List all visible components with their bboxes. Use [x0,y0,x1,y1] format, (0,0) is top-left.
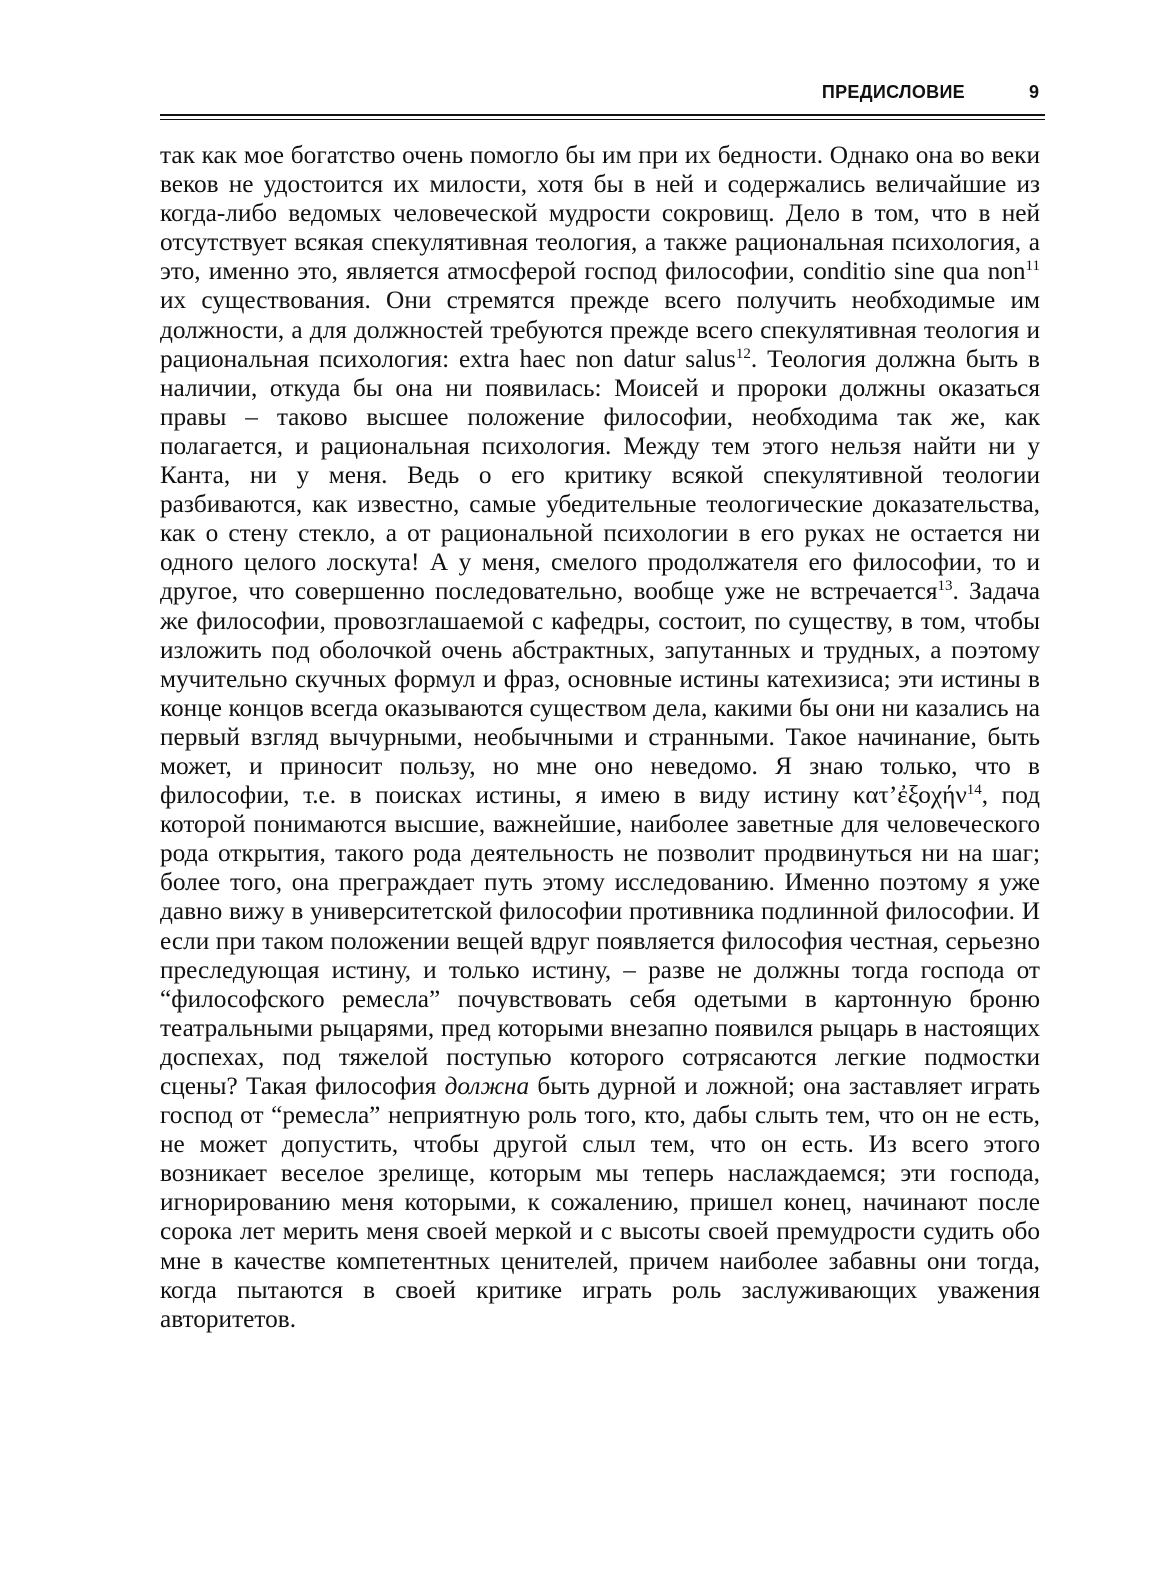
text-segment: их существования. Они стремятся прежде всего получить необходимые им должности, а для должностей требуются прежде всего спекулятивная теология и рациональная психология: extra haec non datur salus [160,286,1040,373]
footnote-ref-11: 11 [1025,258,1040,275]
text-segment: , под которой понимаются высшие, важнейшие, наиболее заветные для человеческого рода открытия, такого рода деятельность не позволит продвинуться ни на шаг; более того, она преграждает путь этому исследованию. Именно поэтому я уже давно вижу в университетской философии противника подлинной философии. И если при таком положении вещей вдруг появляется философия честная, серьезно преследующая истину, и только истину, – разве не должны тогда господа от “философского ремесла” почувствовать себя одетыми в картонную броню театральными рыцарями, пред которыми внезапно появился рыцарь в настоящих доспехах, под тяжелой поступью которого сотрясаются легкие подмостки сцены? Такая философия [160,781,1041,1100]
text-segment: так как мое богатство очень помогло бы им при их бедности. Однако она во веки веков не удостоится их милости, хотя бы в ней и содержались величайшие из когда-либо ведомых человеческой мудрости сокровищ. Дело в том, что в ней отсутствует всякая спекулятивная теология, а также рациональная психология, а это, именно это, является атмосферой господ философии, conditio sine qua non [160,141,1040,286]
footnote-ref-14: 14 [966,782,982,799]
footnote-ref-12: 12 [735,345,751,362]
running-title: ПРЕДИСЛОВИЕ [821,82,965,102]
header-rule-thin [160,119,1045,120]
running-head [160,82,1045,112]
text-segment: . Задача же философии, провозглашаемой с кафедры, состоит, по существу, в том, чтобы изложить под оболочкой очень абстрактных, запутанных и трудных, а поэтому мучительно скучных формул и фраз, основные истины катехизиса; эти истины в конце концов всегда оказываются существом дела, какими бы они ни казались на первый взгляд вычурными, необычными и странными. Такое начинание, быть может, и приносит пользу, но мне оно неведомо. Я знаю только, что в философии, т.е. в поисках истины, я имею в виду истину κατ’ἐξοχήν [160,577,1040,810]
text-segment: . Теология должна быть в наличии, откуда бы она ни появилась: Моисей и пророки должны оказаться правы – таково высшее положение философии, необходима так же, как полагается, и рациональная психология. Между тем этого нельзя найти ни у Канта, ни у меня. Ведь о его критику всякой спекулятивной теологии разбиваются, как известно, самые убедительные теологические доказательства, как о стену стекло, а от рациональной психологии в его руках не остается ни одного целого лоскута! А у меня, смелого продолжателя его философии, то и другое, что совершенно последовательно, вообще уже не встречается [160,344,1040,606]
page-number: 9 [1028,82,1039,102]
footnote-ref-13: 13 [937,578,953,595]
text-segment: быть дурной и ложной; она заставляет играть господ от “ремесла” неприятную роль того, кто, дабы слыть тем, что он не есть, не может допустить, чтобы другой слыл тем, что он есть. Из всего этого возникает веселое зрелище, которым мы теперь наслаждаемся; эти господа, игнорированию меня которыми, к сожалению, пришел конец, начинают после сорока лет мерить меня своей меркой и с высоты своей премудрости судить обо мне в качестве компетентных ценителей, причем наиболее забавны они тогда, когда пытаются в своей критике играть роль заслуживающих уважения авторитетов. [160,1072,1040,1333]
body-paragraph [160,141,1040,1334]
header-rule-thick [160,114,1045,116]
italic-emphasis: должна [444,1072,530,1100]
